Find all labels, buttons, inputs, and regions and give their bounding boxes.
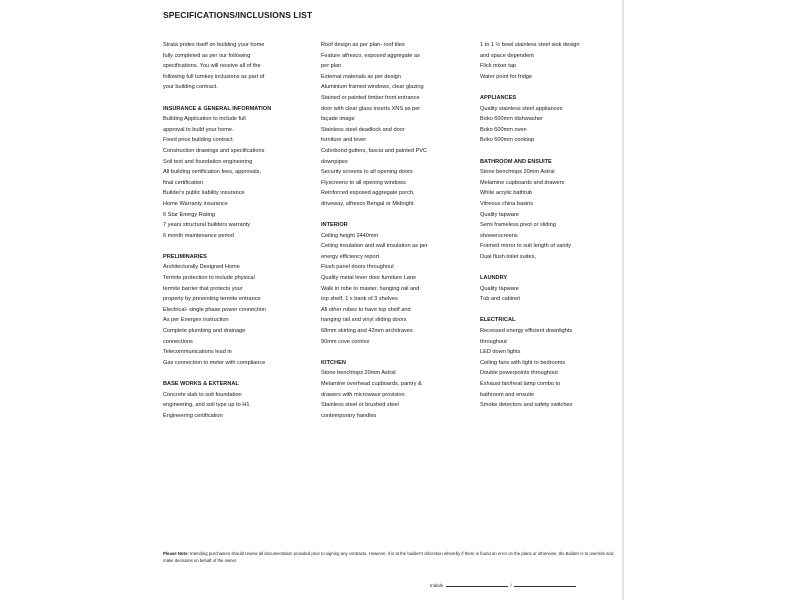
list-item: Stainless steel or brushed steel xyxy=(321,402,399,409)
section-heading-bathroom: BATHROOM AND ENSUITE xyxy=(480,158,552,165)
section-heading-laundry: LAUNDRY xyxy=(480,275,508,282)
section-heading-preliminaries: PRELIMINARIES xyxy=(163,253,207,260)
list-item: 1 to 1 ½ bowl stainless steel sink design xyxy=(480,42,580,48)
list-item: Feature alfresco, exposed aggregate as xyxy=(321,52,420,59)
section-heading-base-works: BASE WORKS & EXTERNAL xyxy=(163,381,239,387)
list-item: Telecommunications lead in xyxy=(163,349,232,356)
list-item: Recessed energy efficient downlights xyxy=(480,328,573,335)
list-item: throughout xyxy=(480,338,507,345)
list-item: Quality stainless steel appliances xyxy=(480,105,563,112)
list-item: Stone benchtops 20mm Astral xyxy=(480,169,555,176)
spacer xyxy=(163,93,313,104)
list-item: Builder's public liability insurance xyxy=(163,190,245,197)
list-item: connections xyxy=(163,338,193,345)
list-item: door with clear glass inserts XNS as per xyxy=(321,105,421,112)
list-item: Soil test and foundation engineering xyxy=(163,158,253,165)
list-item: driveway, alfresco Bengal or Midnight xyxy=(321,200,414,207)
spacer xyxy=(321,347,471,358)
list-item: Construction drawings and specifications xyxy=(163,147,265,154)
spacer xyxy=(480,146,625,157)
footer-note-text: Intending purchasers should review all documentation provided prior to signing any contracts. However, it is at the builder's discretion whereby if there is found an error on the plans or otherwise, the Builder is to override and make decisions on behalf of the owner. xyxy=(163,551,614,563)
column-2 xyxy=(321,40,471,421)
initials-label: Initials xyxy=(430,583,444,588)
list-item: 6 month maintenance period xyxy=(163,232,234,239)
list-item: 68mm skirting and 42mm architraves xyxy=(321,328,413,335)
list-item: Water point for fridge xyxy=(480,73,533,80)
list-item: hanging rail and vinyl sliding doors xyxy=(321,317,407,324)
list-item: Quality tapware xyxy=(480,285,519,292)
list-item: 7 years structural builders warranty xyxy=(163,222,251,229)
list-item: Boko 600mm dishwasher xyxy=(480,116,543,123)
list-item: Exhaust fan/heat lamp combo to xyxy=(480,381,561,387)
spacer xyxy=(480,305,625,316)
list-item: engineering, and soil type up to H1 xyxy=(163,402,250,409)
list-item: Ceiling height 2440mm xyxy=(321,232,379,239)
intro-line: specifications. You will receive all of the xyxy=(163,63,261,70)
list-item: Flyscreens to all opening windows xyxy=(321,179,406,186)
initials-blank-2 xyxy=(514,586,576,587)
list-item: Vitreous china basins xyxy=(480,200,534,207)
initials-line xyxy=(430,583,578,588)
list-item: Stainless steel deadlock and door xyxy=(321,126,405,133)
list-item: Double powerpoints throughout xyxy=(480,370,558,377)
list-item: bathroom and ensuite xyxy=(480,391,535,398)
list-item: termite barrier that protects your xyxy=(163,285,243,292)
column-1 xyxy=(163,40,313,421)
list-item: As per Energex instruction xyxy=(163,317,229,324)
list-item: All other robes to have top shelf and xyxy=(321,306,411,313)
list-item: Security screens to all opening doors xyxy=(321,169,413,176)
list-item: White acrylic bathtub xyxy=(480,190,532,197)
list-item: Dual flush toilet suites, xyxy=(480,253,536,260)
section-heading-electrical: ELECTRICAL xyxy=(480,317,516,324)
list-item: Colorbond gutters, fascia and painted PVC xyxy=(321,147,428,154)
list-item: top shelf, 1 x bank of 3 shelves xyxy=(321,296,398,303)
footer-note xyxy=(163,550,623,564)
section-heading-appliances: APPLIANCES xyxy=(480,94,517,101)
list-item: Framed mirror to suit length of vanity xyxy=(480,243,572,250)
spacer xyxy=(480,82,625,93)
list-item: Melamine overhead cupboards, pantry & xyxy=(321,381,422,387)
list-item: and space dependent xyxy=(480,52,534,59)
spacer xyxy=(321,210,471,221)
list-item: Architecturally Designed Home xyxy=(163,264,240,271)
list-item: drawers with microwave provision xyxy=(321,391,405,398)
list-item: per plan xyxy=(321,63,342,70)
spacer xyxy=(163,241,313,252)
list-item: Boko 600mm cooktop xyxy=(480,137,535,144)
list-item: Concrete slab to suit foundation xyxy=(163,391,242,398)
list-item: All building certification fees, approvals, xyxy=(163,169,261,176)
list-item: Flush panel doors throughout xyxy=(321,264,394,271)
list-item: Home Warranty insurance xyxy=(163,200,228,207)
list-item: approval to build your home. xyxy=(163,126,234,133)
section-heading-interior: INTERIOR xyxy=(321,222,348,229)
initials-blank-1 xyxy=(446,586,508,587)
list-item: final certification xyxy=(163,179,204,186)
list-item: Flick mixer tap xyxy=(480,63,517,70)
list-item: contemporary handles xyxy=(321,412,377,419)
list-item: property by preventing termite entrance xyxy=(163,296,261,303)
list-item: Ceiling insulation and wall insulation as per xyxy=(321,243,428,250)
page-title: SPECIFICATIONS/INCLUSIONS LIST xyxy=(163,10,313,20)
list-item: Tub and cabinet xyxy=(480,296,520,303)
intro-line: fully completed as per our following xyxy=(163,52,251,59)
list-item: LED down lights xyxy=(480,349,521,356)
list-item: Quality tapware xyxy=(480,211,519,218)
list-item: Building Application to include full xyxy=(163,116,246,123)
list-item: Boko 600mm oven xyxy=(480,126,527,133)
list-item: Walk in robe to master, hanging rail and xyxy=(321,285,420,292)
spacer xyxy=(163,368,313,379)
list-item: Fixed price building contract xyxy=(163,137,233,144)
list-item: Melamine cupboards and drawers xyxy=(480,179,565,186)
list-item: 6 Star Energy Rating xyxy=(163,211,215,218)
list-item: Semi frameless pivot or sliding xyxy=(480,222,556,229)
list-item: Ceiling fans with light to bedrooms xyxy=(480,359,566,366)
list-item: Gas connection to meter with compliance xyxy=(163,359,266,366)
list-item: Smoke detectors and safety switches xyxy=(480,402,573,409)
list-item: Engineering certification xyxy=(163,412,223,419)
list-item: Roof design as per plan- roof tiles xyxy=(321,42,405,48)
initials-separator: / xyxy=(510,583,512,588)
list-item: Stone benchtops 20mm Astral xyxy=(321,370,396,377)
list-item: Electrical- single phase power connection xyxy=(163,306,266,313)
footer-note-label: Please Note: xyxy=(163,551,189,556)
list-item: energy efficiency report xyxy=(321,253,380,260)
intro-line: Strata prides itself on building your home xyxy=(163,42,265,48)
intro-line: following full turnkey inclusions as part of xyxy=(163,73,265,80)
list-item: Quality metal lever door furniture Lane xyxy=(321,275,417,282)
list-item: downpipes xyxy=(321,158,348,165)
list-item: Stained or painted timber front entrance xyxy=(321,94,420,101)
list-item: 90mm cove cornice xyxy=(321,338,370,345)
list-item: showerscreens xyxy=(480,232,518,239)
list-item: Complete plumbing and drainage xyxy=(163,328,246,335)
section-heading-kitchen: KITCHEN xyxy=(321,359,346,366)
spacer xyxy=(480,262,625,273)
list-item: façade image xyxy=(321,116,355,123)
column-3 xyxy=(480,40,625,411)
list-item: Reinforced exposed aggregate porch, xyxy=(321,190,415,197)
intro-line: your building contract. xyxy=(163,84,218,91)
list-item: External materials as per design xyxy=(321,73,401,80)
section-heading-insurance: INSURANCE & GENERAL INFORMATION xyxy=(163,105,272,112)
list-item: Aluminium framed windows, clear glazing xyxy=(321,84,424,91)
list-item: Termite protection to include physical xyxy=(163,275,255,282)
list-item: furniture and lever xyxy=(321,137,367,144)
